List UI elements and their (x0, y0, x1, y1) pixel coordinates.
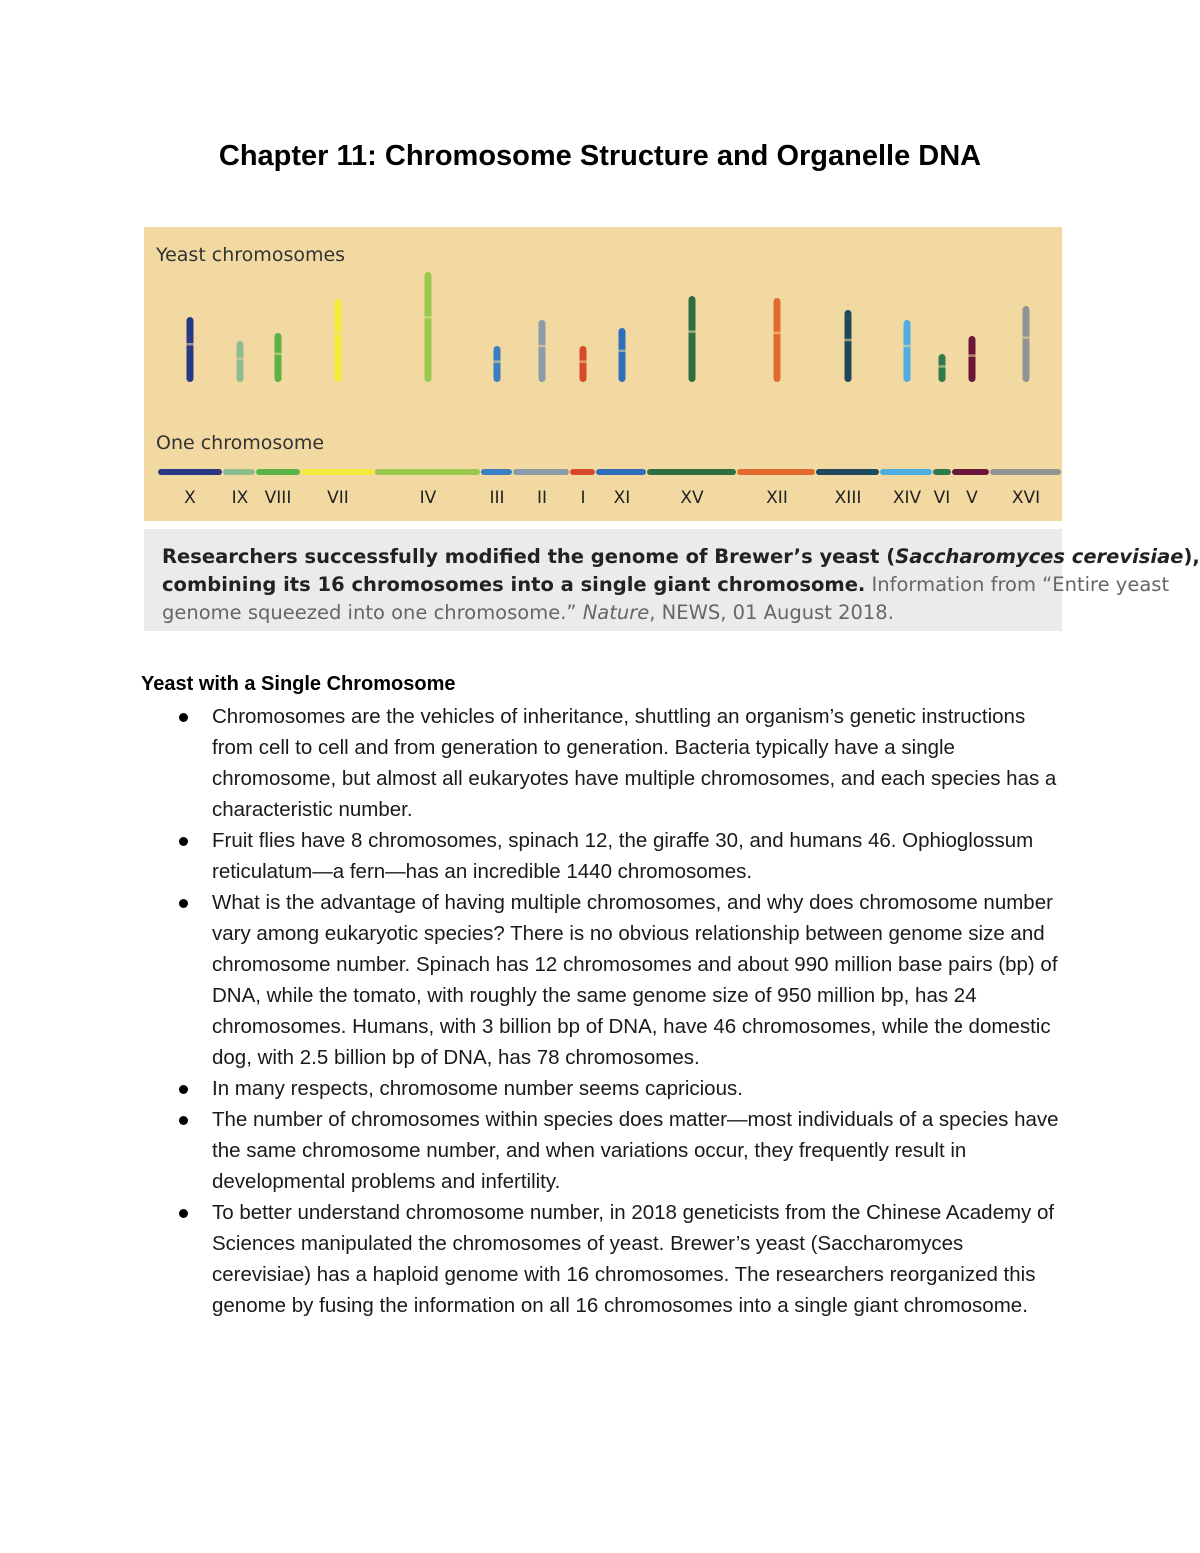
chromosome-xii (773, 298, 781, 382)
chromosome-label: XII (766, 488, 788, 508)
chromosome-xvi (1022, 306, 1030, 382)
chromosome-iii (493, 346, 501, 382)
chromosome-label: XI (613, 488, 631, 508)
fused-segment-xvi (990, 469, 1061, 475)
fused-segment-i (570, 469, 595, 475)
chromosome-label: XIV (892, 488, 922, 508)
caption-line-3 (144, 599, 1062, 627)
list-item: What is the advantage of having multiple chromosomes, and why does chromosome number vary among eukaryotic species? There is no obvious relationship between genome size and chromosome number. Spinach has 12 chromosomes and about 990 million base pairs (bp) of DNA, while the tomato, with roughly the same genome size of 950 million bp, has 24 chromosomes. Humans, with 3 billion bp of DNA, have 46 chromosomes, while the domestic dog, with 2.5 billion bp of DNA, has 78 chromosomes. (212, 887, 1062, 1073)
chromosome-iv (424, 272, 432, 382)
chromosome-label: I (580, 488, 586, 508)
caption-info-2: genome squeezed into one chromosome.” (162, 601, 583, 624)
fused-segment-ii (513, 469, 569, 475)
chromosome-label: VI (933, 488, 951, 508)
fused-segment-xii (737, 469, 815, 475)
chromosome-label: III (489, 488, 505, 508)
fused-segment-iv (375, 469, 480, 475)
caption-bold-1: Researchers successfully modified the genome of Brewer’s yeast ( (162, 545, 896, 568)
list-item: The number of chromosomes within species does matter—most individuals of a species have the same chromosome number, and when variations occur, they frequently result in developmental problems and infertility. (212, 1104, 1062, 1197)
caption-info: Information from “Entire yeast (865, 573, 1170, 596)
caption-line-2 (144, 571, 1170, 599)
fused-segment-xi (596, 469, 646, 475)
chromosome-label: XVI (1011, 488, 1041, 508)
chromosome-x (186, 317, 194, 382)
list-item: In many respects, chromosome number seems capricious. (212, 1073, 1062, 1104)
bullet-list (212, 701, 1062, 1321)
caption-journal: Nature (582, 601, 650, 624)
fused-segment-ix (223, 469, 255, 475)
page-title: Chapter 11: Chromosome Structure and Organelle DNA (218, 140, 982, 172)
chromosome-label: XV (680, 488, 704, 508)
fused-segment-xv (647, 469, 736, 475)
yeast-chromosome-figure (144, 227, 1200, 631)
chromosome-xiii (844, 310, 852, 382)
chromosome-viii (274, 333, 282, 382)
chromosome-vii (334, 299, 342, 382)
figure-panel (144, 227, 1062, 521)
chromosome-i (579, 346, 587, 382)
fused-segment-x (158, 469, 222, 475)
chromosome-label: IV (419, 488, 437, 508)
chromosome-label: V (966, 488, 978, 508)
list-item: Chromosomes are the vehicles of inheritance, shuttling an organism’s genetic instructions from cell to cell and from generation to generation. Bacteria typically have a single chromosome, but almost all eukaryotes have multiple chromosomes, and each species has a characteristic number. (212, 701, 1062, 825)
fused-segment-iii (481, 469, 512, 475)
chromosome-label: VII (327, 488, 349, 508)
section-heading: Yeast with a Single Chromosome (141, 673, 456, 695)
chromosome-label: II (536, 488, 548, 508)
chromosome-ii (538, 320, 546, 382)
chromosome-xv (688, 296, 696, 382)
fused-segment-xiv (880, 469, 932, 475)
list-item: To better understand chromosome number, in 2018 geneticists from the Chinese Academy of Sciences manipulated the chromosomes of yeast. Brewer’s yeast (Saccharomyces cerevisiae) has a haploid genome with 16 chromosomes. The researchers reorganized this genome by fusing the information on all 16 chromosomes into a single giant chromosome. (212, 1197, 1062, 1321)
chromosome-label: XIII (834, 488, 862, 508)
list-item: Fruit flies have 8 chromosomes, spinach 12, the giraffe 30, and humans 46. Ophioglossum reticulatum—a fern—has an incredible 1440 chromosomes. (212, 825, 1062, 887)
figure-caption (144, 529, 1200, 631)
chromosome-xi (618, 328, 626, 382)
chromosome-vi (938, 354, 946, 382)
caption-bold-3: combining its 16 chromosomes into a single giant chromosome. (162, 573, 866, 596)
fused-segment-vi (933, 469, 951, 475)
caption-line-1 (144, 529, 1200, 571)
caption-bold-2: ), (1183, 545, 1200, 568)
chromosome-label: IX (231, 488, 249, 508)
caption-species: Saccharomyces cerevisiae (895, 545, 1184, 568)
fused-segment-viii (256, 469, 300, 475)
chromosome-xiv (903, 320, 911, 382)
yeast-chromosomes-label: Yeast chromosomes (156, 244, 346, 266)
chromosome-label: VIII (264, 488, 292, 508)
fused-segment-v (952, 469, 989, 475)
chromosome-diagram (144, 227, 1062, 521)
fused-segment-vii (301, 469, 374, 475)
chromosome-v (968, 336, 976, 382)
caption-info-3: , NEWS, 01 August 2018. (649, 601, 894, 624)
chromosome-ix (236, 341, 244, 382)
fused-segment-xiii (816, 469, 879, 475)
one-chromosome-label: One chromosome (156, 432, 325, 454)
chromosome-label: X (184, 488, 196, 508)
